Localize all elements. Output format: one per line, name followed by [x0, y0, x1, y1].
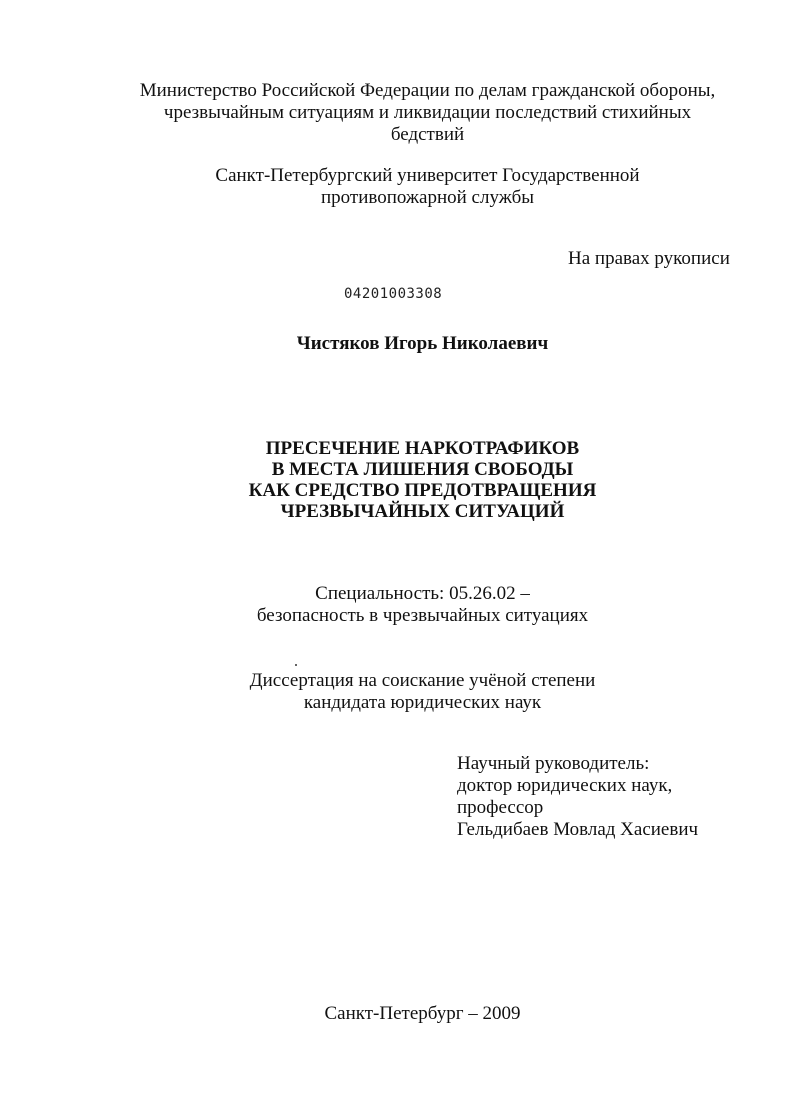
document-code: 04201003308	[344, 286, 443, 302]
university-line: противопожарной службы	[320, 187, 535, 208]
ministry-line: чрезвычайным ситуациям и ликвидации последствий стихийных	[163, 102, 692, 123]
ministry-heading	[30, 80, 795, 146]
scientific-advisor-block	[457, 753, 698, 841]
dissertation-line: кандидата юридических наук	[303, 692, 542, 713]
speck-mark	[295, 664, 297, 666]
university-line: Санкт-Петербургский университет Государственной	[215, 165, 640, 186]
university-heading	[30, 165, 795, 209]
city-year: Санкт-Петербург – 2009	[324, 1003, 521, 1024]
title-line: ПРЕСЕЧЕНИЕ НАРКОТРАФИКОВ	[265, 438, 580, 459]
title-line: КАК СРЕДСТВО ПРЕДОТВРАЩЕНИЯ	[248, 480, 597, 501]
dissertation-title	[25, 438, 795, 522]
manuscript-rights-note: На правах рукописи	[568, 248, 730, 269]
specialty-block	[25, 583, 795, 627]
advisor-line: доктор юридических наук,	[457, 775, 673, 796]
advisor-line: профессор	[457, 797, 544, 818]
ministry-line: бедствий	[390, 124, 465, 145]
author-name: Чистяков Игорь Николаевич	[296, 333, 549, 354]
title-line: В МЕСТА ЛИШЕНИЯ СВОБОДЫ	[271, 459, 574, 480]
specialty-line: безопасность в чрезвычайных ситуациях	[256, 605, 589, 626]
specialty-line: Специальность: 05.26.02 –	[315, 583, 530, 604]
ministry-line: Министерство Российской Федерации по делам гражданской обороны,	[139, 80, 716, 101]
dissertation-degree-block	[25, 670, 795, 714]
advisor-line: Научный руководитель:	[457, 753, 650, 774]
dissertation-line: Диссертация на соискание учёной степени	[249, 670, 596, 691]
title-line: ЧРЕЗВЫЧАЙНЫХ СИТУАЦИЙ	[280, 501, 565, 522]
advisor-line: Гельдибаев Мовлад Хасиевич	[457, 819, 699, 840]
